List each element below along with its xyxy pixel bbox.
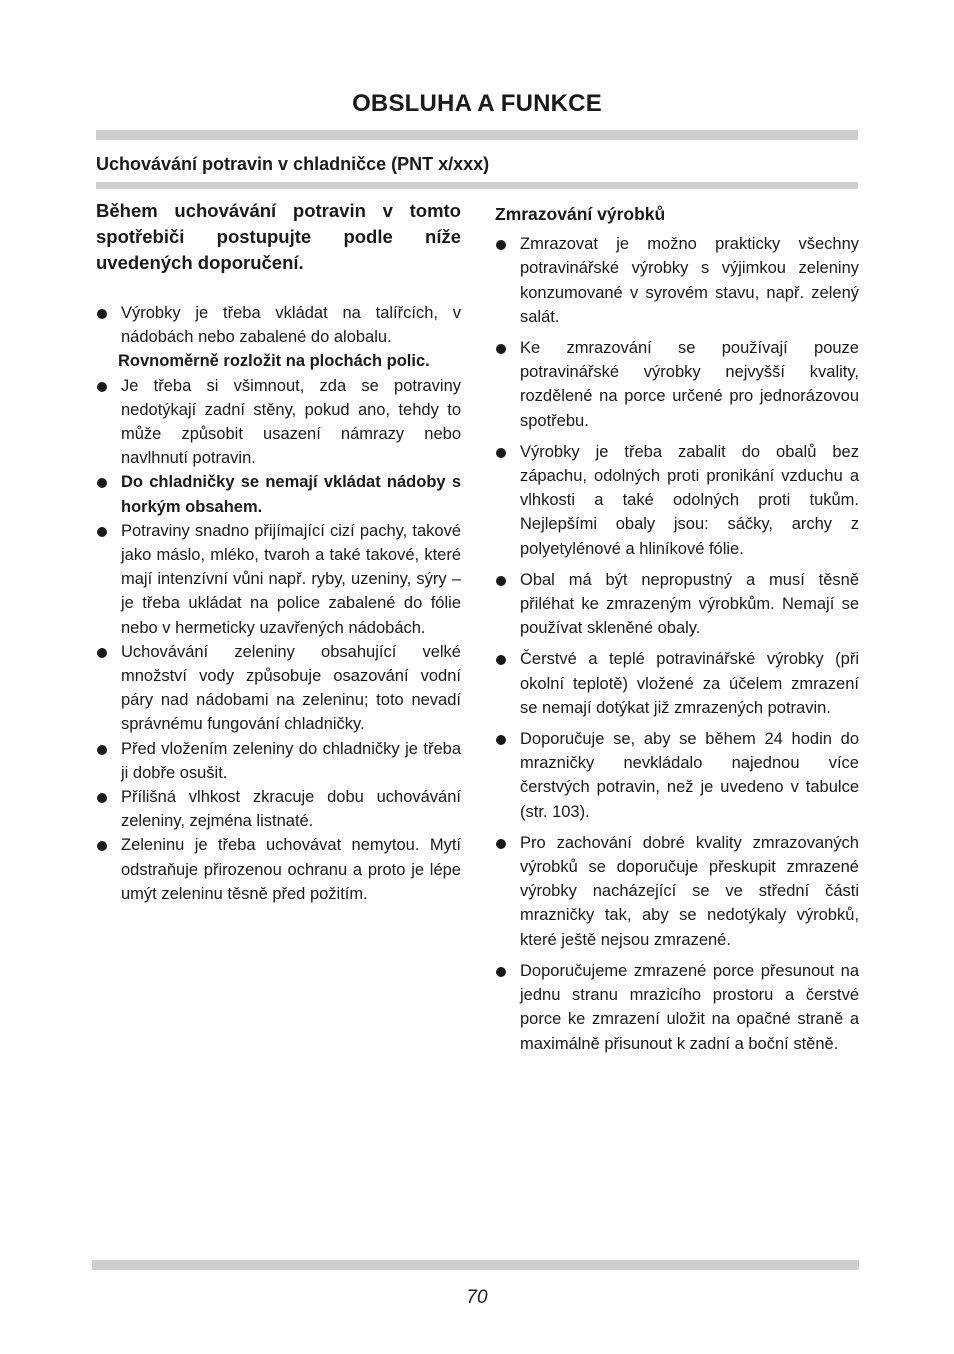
bullet-icon: [496, 344, 506, 354]
list-item: Čerstvé a teplé potravinářské výrobky (při okolní teplotě) vložené za účelem zmrazení se nemají dotýkat již zmrazených potravin.: [495, 647, 859, 720]
section-heading: Uchovávání potravin v chladničce (PNT x/xxx): [96, 154, 490, 174]
bullet-icon: [496, 839, 506, 849]
page-title: OBSLUHA A FUNKCE: [352, 90, 602, 117]
list-item: Pro zachování dobré kvality zmrazovaných výrobků se doporučuje přeskupit zmrazené výrobky nacházející se ve střední části mrazničky tak, aby se nedotýkaly výrobků, které ještě nejsou zmrazené.: [495, 831, 859, 952]
bullet-icon: [97, 309, 107, 319]
list-item: Doporučuje se, aby se během 24 hodin do mrazničky nevkládalo najednou více čerstvých potravin, než je uvedeno v tabulce (str. 103).: [495, 727, 859, 824]
list-item: Potraviny snadno přijímající cizí pachy, takové jako máslo, mléko, tvaroh a také takové, které mají intenzívní vůni např. ryby, uzeniny, sýry – je třeba ukládat na police zabalené do fólie nebo v hermeticky uzavřených nádobách.: [96, 519, 461, 640]
list-item: Výrobky je třeba vkládat na talířcích, v nádobách nebo zabalené do alobalu.: [96, 301, 461, 349]
freezing-heading: Zmrazování výrobků: [495, 204, 666, 224]
list-item: Ke zmrazování se používají pouze potravinářské výrobky nejvyšší kvality, rozdělené na porce určené pro jednorázovou spotřebu.: [495, 336, 859, 433]
emphasis-note: Rovnoměrně rozložit na plochách polic.: [118, 352, 430, 371]
list-item: Výrobky je třeba zabalit do obalů bez zápachu, odolných proti pronikání vzduchu a vlhkosti a také odolných proti tukům. Nejlepšími obaly jsou: sáčky, archy z polyetylénové a hliníkové fólie.: [495, 440, 859, 561]
bullet-icon: [496, 448, 506, 458]
bullet-icon: [97, 841, 107, 851]
bullet-icon: [496, 576, 506, 586]
list-item: Je třeba si všimnout, zda se potraviny nedotýkají zadní stěny, pokud ano, tehdy to může způsobit usazení námrazy nebo navlhnutí potravin.: [96, 374, 461, 471]
list-item: Zeleninu je třeba uchovávat nemytou. Mytí odstraňuje přirozenou ochranu a proto je lépe umýt zeleninu těsně před požitím.: [96, 833, 461, 906]
right-column: [495, 198, 859, 1063]
bullet-icon: [496, 655, 506, 665]
bullet-icon: [496, 967, 506, 977]
page-number: 70: [466, 1287, 488, 1308]
list-item: Obal má být nepropustný a musí těsně přiléhat ke zmrazeným výrobkům. Nemají se používat skleněné obaly.: [495, 568, 859, 641]
list-item: Přílišná vlhkost zkracuje dobu uchovávání zeleniny, zejména listnaté.: [96, 785, 461, 833]
bullet-icon: [97, 793, 107, 803]
list-item: Doporučujeme zmrazené porce přesunout na jednu stranu mrazicího prostoru a čerstvé porce ke zmrazení uložit na opačné straně a maximálně přisunout k zadní a boční stěně.: [495, 959, 859, 1056]
list-item: Zmrazovat je možno prakticky všechny potravinářské výrobky s výjimkou zeleniny konzumované v syrovém stavu, např. zelený salát.: [495, 232, 859, 329]
header-divider: [96, 130, 858, 140]
storage-tips-list: [96, 301, 461, 906]
footer-divider: [92, 1260, 859, 1270]
section-divider: [96, 182, 858, 189]
freezing-tips-list: [495, 232, 859, 1056]
list-item-warning: Do chladničky se nemají vkládat nádoby s horkým obsahem.: [96, 470, 461, 518]
bullet-icon: [496, 240, 506, 250]
bullet-icon: [496, 735, 506, 745]
left-column: [96, 198, 461, 906]
bullet-icon: [97, 745, 107, 755]
bullet-icon: [97, 478, 107, 488]
bullet-icon: [97, 382, 107, 392]
list-item: Uchovávání zeleniny obsahující velké množství vody způsobuje osazování vodní páry nad nádobami na zeleninu; toto nevadí správnému fungování chladničky.: [96, 640, 461, 737]
bullet-icon: [97, 527, 107, 537]
bullet-icon: [97, 648, 107, 658]
intro-paragraph: Během uchovávání potravin v tomto spotřebiči postupujte podle níže uvedených doporučení.: [96, 200, 461, 273]
list-item: Před vložením zeleniny do chladničky je třeba ji dobře osušit.: [96, 737, 461, 785]
